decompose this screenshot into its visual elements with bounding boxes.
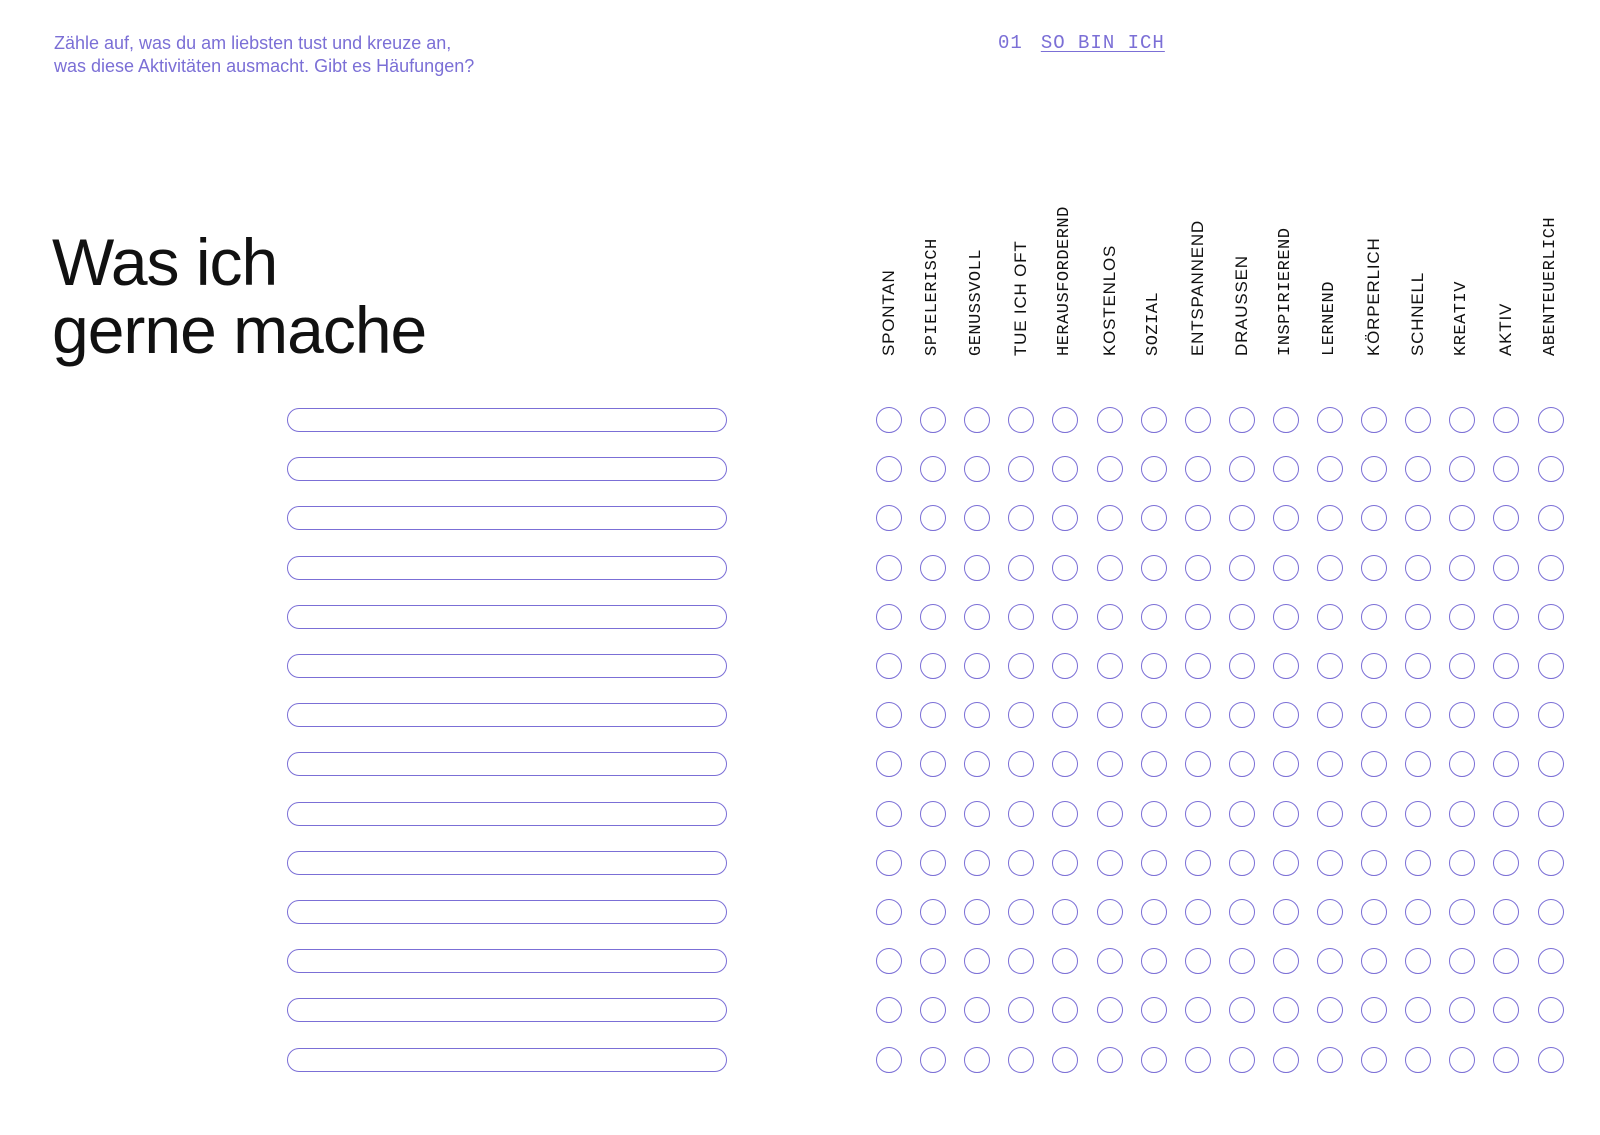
checkbox-circle[interactable] bbox=[1361, 1047, 1387, 1073]
checkbox-circle[interactable] bbox=[1449, 899, 1475, 925]
page-title bbox=[52, 225, 427, 367]
checkbox-circle[interactable] bbox=[1405, 997, 1431, 1023]
checkbox-circle[interactable] bbox=[920, 653, 946, 679]
checkbox-circle[interactable] bbox=[1493, 555, 1519, 581]
checkbox-circle[interactable] bbox=[1097, 407, 1123, 433]
checkbox-circle[interactable] bbox=[1052, 899, 1078, 925]
checkbox-circle[interactable] bbox=[964, 850, 990, 876]
checkbox-circle[interactable] bbox=[1538, 997, 1564, 1023]
checkbox-circle[interactable] bbox=[876, 456, 902, 482]
checkbox-circle[interactable] bbox=[1405, 702, 1431, 728]
checkbox-circle[interactable] bbox=[1273, 997, 1299, 1023]
checkbox-circle[interactable] bbox=[1405, 604, 1431, 630]
checkbox-circle[interactable] bbox=[1538, 456, 1564, 482]
column-label-körperlich: KÖRPERLICH bbox=[1364, 237, 1384, 356]
checkbox-circle[interactable] bbox=[1008, 456, 1034, 482]
checkbox-circle[interactable] bbox=[964, 997, 990, 1023]
checkbox-circle[interactable] bbox=[1361, 702, 1387, 728]
checkbox-circle[interactable] bbox=[1141, 702, 1167, 728]
checkbox-circle[interactable] bbox=[876, 801, 902, 827]
checkbox-circle[interactable] bbox=[1273, 456, 1299, 482]
checkbox-circle[interactable] bbox=[1317, 653, 1343, 679]
checkbox-circle[interactable] bbox=[1141, 555, 1167, 581]
checkbox-circle[interactable] bbox=[920, 702, 946, 728]
checkbox-circle[interactable] bbox=[1229, 801, 1255, 827]
column-label-draussen: DRAUSSEN bbox=[1231, 255, 1251, 356]
checkbox-circle[interactable] bbox=[1538, 407, 1564, 433]
checkbox-circle[interactable] bbox=[1273, 653, 1299, 679]
checkbox-circle[interactable] bbox=[1449, 407, 1475, 433]
checkbox-circle[interactable] bbox=[1185, 456, 1211, 482]
checkbox-circle[interactable] bbox=[1538, 1047, 1564, 1073]
column-label-lernend: LERNEND bbox=[1320, 281, 1339, 356]
checkbox-circle[interactable] bbox=[920, 505, 946, 531]
checkbox-circle[interactable] bbox=[1273, 702, 1299, 728]
checkbox-circle[interactable] bbox=[1229, 702, 1255, 728]
checkbox-circle[interactable] bbox=[920, 801, 946, 827]
checkbox-circle[interactable] bbox=[1449, 751, 1475, 777]
checkbox-circle[interactable] bbox=[1538, 751, 1564, 777]
checkbox-circle[interactable] bbox=[876, 899, 902, 925]
checkbox-circle[interactable] bbox=[1493, 1047, 1519, 1073]
checkbox-circle[interactable] bbox=[964, 1047, 990, 1073]
checkbox-circle[interactable] bbox=[1493, 801, 1519, 827]
section-nav bbox=[998, 32, 1165, 54]
checkbox-circle[interactable] bbox=[876, 505, 902, 531]
checkbox-circle[interactable] bbox=[1008, 997, 1034, 1023]
checkbox-circle[interactable] bbox=[1185, 751, 1211, 777]
checkbox-circle[interactable] bbox=[1052, 1047, 1078, 1073]
checkbox-circle[interactable] bbox=[1317, 1047, 1343, 1073]
section-link[interactable]: SO BIN ICH bbox=[1040, 32, 1165, 54]
checkbox-circle[interactable] bbox=[1449, 801, 1475, 827]
checkbox-circle[interactable] bbox=[964, 751, 990, 777]
checkbox-circle[interactable] bbox=[1008, 555, 1034, 581]
checkbox-circle[interactable] bbox=[876, 997, 902, 1023]
checkbox-circle[interactable] bbox=[1538, 505, 1564, 531]
checkbox-circle[interactable] bbox=[1405, 505, 1431, 531]
checkbox-circle[interactable] bbox=[920, 899, 946, 925]
checkbox-circle[interactable] bbox=[1493, 948, 1519, 974]
column-label-kostenlos: KOSTENLOS bbox=[1099, 244, 1119, 356]
checkbox-circle[interactable] bbox=[1141, 653, 1167, 679]
checkbox-circle[interactable] bbox=[876, 407, 902, 433]
checkbox-circle[interactable] bbox=[1141, 604, 1167, 630]
checkbox-circle[interactable] bbox=[1273, 505, 1299, 531]
column-label-spielerisch: SPIELERISCH bbox=[923, 238, 943, 356]
activity-input-12[interactable] bbox=[287, 949, 727, 973]
checkbox-circle[interactable] bbox=[1141, 1047, 1167, 1073]
checkbox-circle[interactable] bbox=[1008, 948, 1034, 974]
checkbox-circle[interactable] bbox=[1361, 801, 1387, 827]
checkbox-circle[interactable] bbox=[1493, 997, 1519, 1023]
checkbox-circle[interactable] bbox=[1317, 899, 1343, 925]
checkbox-circle[interactable] bbox=[1141, 899, 1167, 925]
checkbox-circle[interactable] bbox=[1493, 653, 1519, 679]
checkbox-circle[interactable] bbox=[1229, 850, 1255, 876]
checkbox-circle[interactable] bbox=[920, 555, 946, 581]
activity-input-14[interactable] bbox=[287, 1048, 727, 1072]
checkbox-circle[interactable] bbox=[1185, 899, 1211, 925]
checkbox-circle[interactable] bbox=[1273, 555, 1299, 581]
checkbox-circle[interactable] bbox=[1405, 555, 1431, 581]
checkbox-circle[interactable] bbox=[1405, 456, 1431, 482]
checkbox-circle[interactable] bbox=[1317, 702, 1343, 728]
checkbox-circle[interactable] bbox=[1097, 653, 1123, 679]
checkbox-circle[interactable] bbox=[1493, 899, 1519, 925]
checkbox-circle[interactable] bbox=[1405, 407, 1431, 433]
activity-input-4[interactable] bbox=[287, 556, 727, 580]
column-label-genussvoll: GENUSSVOLL bbox=[967, 248, 987, 356]
checkbox-circle[interactable] bbox=[1361, 948, 1387, 974]
checkbox-circle[interactable] bbox=[1008, 801, 1034, 827]
section-number: 01 bbox=[998, 32, 1023, 54]
checkbox-circle[interactable] bbox=[1008, 604, 1034, 630]
checkbox-circle[interactable] bbox=[1229, 407, 1255, 433]
checkbox-circle[interactable] bbox=[920, 850, 946, 876]
checkbox-circle[interactable] bbox=[1097, 604, 1123, 630]
checkbox-circle[interactable] bbox=[1008, 702, 1034, 728]
activity-input-2[interactable] bbox=[287, 457, 727, 481]
checkbox-circle[interactable] bbox=[1538, 702, 1564, 728]
checkbox-circle[interactable] bbox=[1449, 653, 1475, 679]
checkbox-circle[interactable] bbox=[964, 604, 990, 630]
checkbox-circle[interactable] bbox=[1097, 1047, 1123, 1073]
checkbox-circle[interactable] bbox=[876, 1047, 902, 1073]
checkbox-circle[interactable] bbox=[1052, 801, 1078, 827]
checkbox-circle[interactable] bbox=[1229, 899, 1255, 925]
checkbox-circle[interactable] bbox=[1493, 702, 1519, 728]
checkbox-circle[interactable] bbox=[1538, 555, 1564, 581]
checkbox-circle[interactable] bbox=[1052, 850, 1078, 876]
checkbox-circle[interactable] bbox=[1097, 850, 1123, 876]
checkbox-circle[interactable] bbox=[1317, 801, 1343, 827]
checkbox-circle[interactable] bbox=[964, 801, 990, 827]
checkbox-circle[interactable] bbox=[1449, 1047, 1475, 1073]
checkbox-circle[interactable] bbox=[920, 456, 946, 482]
checkbox-circle[interactable] bbox=[876, 604, 902, 630]
checkbox-circle[interactable] bbox=[1052, 653, 1078, 679]
checkbox-circle[interactable] bbox=[1273, 850, 1299, 876]
checkbox-circle[interactable] bbox=[920, 407, 946, 433]
checkbox-circle[interactable] bbox=[1273, 801, 1299, 827]
checkbox-circle[interactable] bbox=[1097, 801, 1123, 827]
checkbox-circle[interactable] bbox=[1317, 751, 1343, 777]
checkbox-circle[interactable] bbox=[964, 653, 990, 679]
activity-input-6[interactable] bbox=[287, 654, 727, 678]
column-label-kreativ: KREATIV bbox=[1452, 281, 1472, 356]
checkbox-circle[interactable] bbox=[964, 948, 990, 974]
checkbox-circle[interactable] bbox=[1141, 407, 1167, 433]
checkbox-circle[interactable] bbox=[1185, 997, 1211, 1023]
checkbox-circle[interactable] bbox=[1273, 604, 1299, 630]
checkbox-circle[interactable] bbox=[1008, 899, 1034, 925]
checkbox-circle[interactable] bbox=[1097, 505, 1123, 531]
checkbox-circle[interactable] bbox=[1493, 850, 1519, 876]
checkbox-circle[interactable] bbox=[1449, 555, 1475, 581]
activity-input-11[interactable] bbox=[287, 900, 727, 924]
checkbox-circle[interactable] bbox=[1361, 505, 1387, 531]
activity-input-9[interactable] bbox=[287, 802, 727, 826]
checkbox-circle[interactable] bbox=[1052, 997, 1078, 1023]
checkbox-circle[interactable] bbox=[1273, 948, 1299, 974]
checkbox-circle[interactable] bbox=[1361, 653, 1387, 679]
checkbox-circle[interactable] bbox=[1449, 850, 1475, 876]
checkbox-circle[interactable] bbox=[964, 407, 990, 433]
checkbox-circle[interactable] bbox=[1097, 948, 1123, 974]
checkbox-circle[interactable] bbox=[1229, 604, 1255, 630]
checkbox-circle[interactable] bbox=[920, 751, 946, 777]
checkbox-circle[interactable] bbox=[1317, 850, 1343, 876]
checkbox-circle[interactable] bbox=[1097, 751, 1123, 777]
checkbox-circle[interactable] bbox=[1008, 407, 1034, 433]
checkbox-circle[interactable] bbox=[1493, 751, 1519, 777]
checkbox-circle[interactable] bbox=[1008, 653, 1034, 679]
page-title-line-1: Was ich bbox=[52, 225, 278, 299]
checkbox-circle[interactable] bbox=[1449, 505, 1475, 531]
checkbox-circle[interactable] bbox=[1008, 751, 1034, 777]
checkbox-circle[interactable] bbox=[1449, 948, 1475, 974]
column-label-sozial: SOZIAL bbox=[1143, 291, 1163, 356]
checkbox-circle[interactable] bbox=[1229, 751, 1255, 777]
activity-input-10[interactable] bbox=[287, 851, 727, 875]
checkbox-circle[interactable] bbox=[964, 456, 990, 482]
checkbox-circle[interactable] bbox=[1405, 801, 1431, 827]
column-label-inspirierend: INSPIRIEREND bbox=[1275, 227, 1295, 356]
checkbox-circle[interactable] bbox=[876, 948, 902, 974]
checkbox-circle[interactable] bbox=[1097, 555, 1123, 581]
checkbox-circle[interactable] bbox=[1008, 1047, 1034, 1073]
checkbox-circle[interactable] bbox=[1052, 407, 1078, 433]
activity-input-1[interactable] bbox=[287, 408, 727, 432]
checkbox-circle[interactable] bbox=[1405, 1047, 1431, 1073]
checkbox-circle[interactable] bbox=[964, 505, 990, 531]
column-label-herausfordernd: HERAUSFORDERND bbox=[1055, 206, 1075, 356]
checkbox-circle[interactable] bbox=[1361, 407, 1387, 433]
checkbox-circle[interactable] bbox=[1141, 751, 1167, 777]
checkbox-circle[interactable] bbox=[1361, 555, 1387, 581]
checkbox-circle[interactable] bbox=[1185, 653, 1211, 679]
checkbox-circle[interactable] bbox=[1538, 801, 1564, 827]
checkbox-circle[interactable] bbox=[964, 702, 990, 728]
checkbox-circle[interactable] bbox=[1317, 997, 1343, 1023]
activity-input-8[interactable] bbox=[287, 752, 727, 776]
checkbox-circle[interactable] bbox=[1052, 456, 1078, 482]
checkbox-circle[interactable] bbox=[1141, 801, 1167, 827]
checkbox-circle[interactable] bbox=[1361, 751, 1387, 777]
checkbox-circle[interactable] bbox=[1141, 850, 1167, 876]
checkbox-circle[interactable] bbox=[1097, 456, 1123, 482]
checkbox-circle[interactable] bbox=[1361, 850, 1387, 876]
checkbox-circle[interactable] bbox=[876, 751, 902, 777]
checkbox-circle[interactable] bbox=[1097, 702, 1123, 728]
checkbox-circle[interactable] bbox=[1185, 555, 1211, 581]
checkbox-circle[interactable] bbox=[1493, 456, 1519, 482]
checkbox-circle[interactable] bbox=[920, 948, 946, 974]
checkbox-circle[interactable] bbox=[920, 997, 946, 1023]
checkbox-circle[interactable] bbox=[1185, 1047, 1211, 1073]
checkbox-circle[interactable] bbox=[1185, 407, 1211, 433]
checkbox-circle[interactable] bbox=[876, 555, 902, 581]
column-label-spontan: SPONTAN bbox=[879, 269, 898, 356]
checkbox-circle[interactable] bbox=[964, 555, 990, 581]
checkbox-circle[interactable] bbox=[1361, 456, 1387, 482]
checkbox-circle[interactable] bbox=[876, 850, 902, 876]
checkbox-circle[interactable] bbox=[1493, 505, 1519, 531]
checkbox-circle[interactable] bbox=[1008, 505, 1034, 531]
activity-input-13[interactable] bbox=[287, 998, 727, 1022]
checkbox-circle[interactable] bbox=[876, 653, 902, 679]
instructions-text: Zähle auf, was du am liebsten tust und kreuze an, was diese Aktivitäten ausmacht. Gibt es Häufungen? bbox=[54, 33, 475, 76]
checkbox-circle[interactable] bbox=[1361, 604, 1387, 630]
checkbox-circle[interactable] bbox=[1317, 456, 1343, 482]
checkbox-circle[interactable] bbox=[1273, 899, 1299, 925]
checkbox-circle[interactable] bbox=[1449, 997, 1475, 1023]
checkbox-circle[interactable] bbox=[1538, 948, 1564, 974]
checkbox-circle[interactable] bbox=[1052, 751, 1078, 777]
checkbox-circle[interactable] bbox=[1052, 948, 1078, 974]
checkbox-circle[interactable] bbox=[1493, 604, 1519, 630]
checkbox-circle[interactable] bbox=[1052, 604, 1078, 630]
activity-input-7[interactable] bbox=[287, 703, 727, 727]
checkbox-circle[interactable] bbox=[1538, 604, 1564, 630]
column-label-entspannend: ENTSPANNEND bbox=[1187, 219, 1207, 356]
column-label-tue-ich-oft: TUE ICH OFT bbox=[1011, 240, 1031, 356]
column-label-abenteuerlich: ABENTEUERLICH bbox=[1540, 216, 1560, 356]
checkbox-circle[interactable] bbox=[1185, 801, 1211, 827]
checkbox-circle[interactable] bbox=[1229, 555, 1255, 581]
checkbox-circle[interactable] bbox=[1317, 948, 1343, 974]
checkbox-circle[interactable] bbox=[1493, 407, 1519, 433]
checkbox-circle[interactable] bbox=[1141, 997, 1167, 1023]
checkbox-circle[interactable] bbox=[920, 1047, 946, 1073]
checkbox-circle[interactable] bbox=[1229, 1047, 1255, 1073]
checkbox-circle[interactable] bbox=[1361, 997, 1387, 1023]
activity-input-5[interactable] bbox=[287, 605, 727, 629]
checkbox-circle[interactable] bbox=[1538, 899, 1564, 925]
checkbox-circle[interactable] bbox=[1538, 850, 1564, 876]
checkbox-circle[interactable] bbox=[1141, 948, 1167, 974]
checkbox-circle[interactable] bbox=[1317, 407, 1343, 433]
checkbox-circle[interactable] bbox=[1008, 850, 1034, 876]
checkbox-circle[interactable] bbox=[1405, 948, 1431, 974]
checkbox-circle[interactable] bbox=[1229, 456, 1255, 482]
checkbox-circle[interactable] bbox=[1317, 604, 1343, 630]
checkbox-circle[interactable] bbox=[1229, 997, 1255, 1023]
checkbox-circle[interactable] bbox=[1052, 505, 1078, 531]
checkbox-circle[interactable] bbox=[1141, 456, 1167, 482]
checkbox-circle[interactable] bbox=[1449, 604, 1475, 630]
checkbox-circle[interactable] bbox=[876, 702, 902, 728]
checkbox-circle[interactable] bbox=[1185, 702, 1211, 728]
column-label-schnell: SCHNELL bbox=[1408, 271, 1428, 356]
checkbox-circle[interactable] bbox=[1405, 653, 1431, 679]
checkbox-circle[interactable] bbox=[1273, 751, 1299, 777]
checkbox-circle[interactable] bbox=[1141, 505, 1167, 531]
checkbox-circle[interactable] bbox=[1229, 948, 1255, 974]
checkbox-circle[interactable] bbox=[1273, 407, 1299, 433]
checkbox-circle[interactable] bbox=[1052, 702, 1078, 728]
checkbox-circle[interactable] bbox=[1405, 899, 1431, 925]
checkbox-circle[interactable] bbox=[1273, 1047, 1299, 1073]
checkbox-circle[interactable] bbox=[1317, 505, 1343, 531]
checkbox-circle[interactable] bbox=[1361, 899, 1387, 925]
checkbox-circle[interactable] bbox=[1449, 702, 1475, 728]
checkbox-circle[interactable] bbox=[1185, 505, 1211, 531]
checkbox-circle[interactable] bbox=[1185, 604, 1211, 630]
activity-input-3[interactable] bbox=[287, 506, 727, 530]
page-title-line-2: gerne mache bbox=[52, 293, 427, 367]
checkbox-circle[interactable] bbox=[1538, 653, 1564, 679]
checkbox-circle[interactable] bbox=[1097, 899, 1123, 925]
checkbox-circle[interactable] bbox=[1185, 850, 1211, 876]
checkbox-circle[interactable] bbox=[1097, 997, 1123, 1023]
checkbox-circle[interactable] bbox=[964, 899, 990, 925]
checkbox-circle[interactable] bbox=[1405, 751, 1431, 777]
checkbox-circle[interactable] bbox=[1052, 555, 1078, 581]
checkbox-circle[interactable] bbox=[1317, 555, 1343, 581]
checkbox-circle[interactable] bbox=[1405, 850, 1431, 876]
checkbox-circle[interactable] bbox=[1229, 653, 1255, 679]
checkbox-circle[interactable] bbox=[1185, 948, 1211, 974]
checkbox-circle[interactable] bbox=[1229, 505, 1255, 531]
checkbox-circle[interactable] bbox=[1449, 456, 1475, 482]
checkbox-circle[interactable] bbox=[920, 604, 946, 630]
column-label-aktiv: AKTIV bbox=[1496, 302, 1516, 356]
